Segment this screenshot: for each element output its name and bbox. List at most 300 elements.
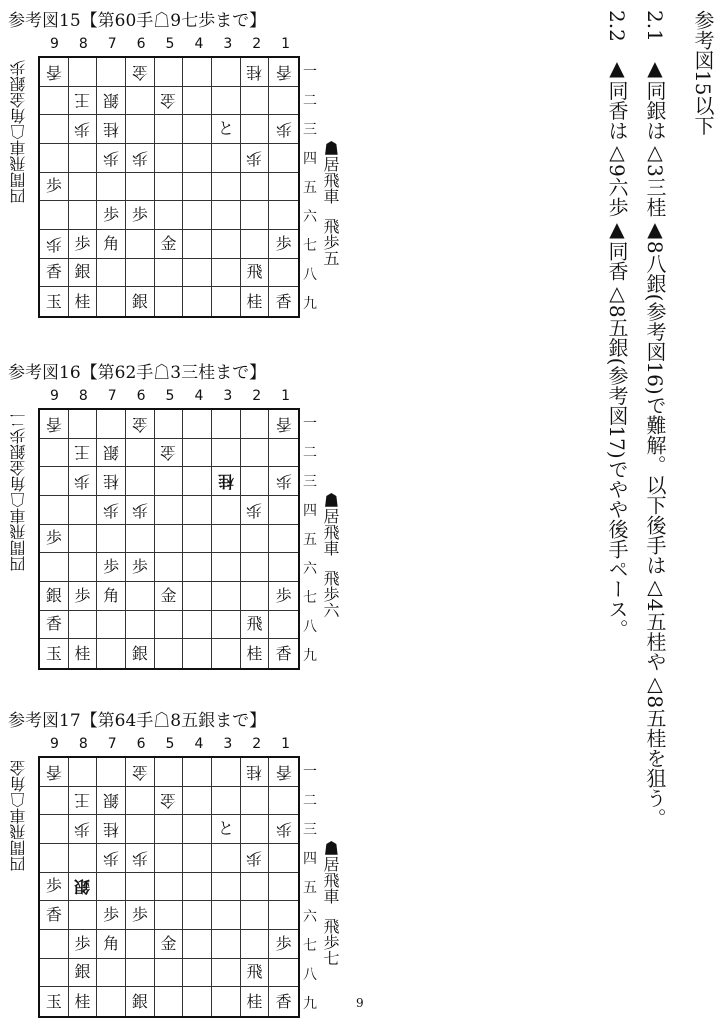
board-square: [155, 287, 184, 316]
board-square: [212, 115, 241, 144]
board-square: [40, 930, 69, 959]
gote-piece: 銀: [74, 877, 91, 897]
board-square: [126, 582, 155, 611]
board-square: [155, 87, 184, 116]
gote-piece: 歩: [74, 820, 91, 840]
board-square: [40, 553, 69, 582]
gote-piece: 歩: [246, 848, 263, 868]
board-square: [69, 439, 98, 468]
sente-piece: 玉: [45, 291, 62, 311]
board-square: [269, 815, 298, 844]
board-square: [97, 439, 126, 468]
sente-label: ☗居飛車: [321, 492, 340, 556]
board-square: [212, 287, 241, 316]
board-square: [212, 930, 241, 959]
board-square: [269, 144, 298, 173]
sente-piece: 香: [45, 262, 62, 282]
gote-piece: 桂: [103, 820, 120, 840]
board-square: [269, 582, 298, 611]
board-square: [97, 758, 126, 787]
board-square: [183, 758, 212, 787]
board-square: [126, 201, 155, 230]
sente-piece: 歩: [131, 905, 148, 925]
board-square: [241, 582, 270, 611]
board-square: [69, 410, 98, 439]
rank-number: 一: [303, 763, 317, 780]
board-square: [241, 930, 270, 959]
board-square: [97, 787, 126, 816]
commentary-heading: 参考図15以下: [691, 10, 715, 136]
sente-piece: 飛: [246, 262, 263, 282]
gote-piece: 桂: [246, 62, 263, 82]
rank-number: 五: [303, 179, 317, 196]
gote-piece: 歩: [246, 148, 263, 168]
board-square: [97, 844, 126, 873]
gote-piece: 歩: [103, 848, 120, 868]
board-square: [97, 467, 126, 496]
file-number: 7: [107, 736, 117, 752]
gote-piece: 歩: [275, 472, 292, 492]
board-square: [40, 230, 69, 259]
board-square: [183, 611, 212, 640]
section-text: ▲同香は△9六歩▲同香△8五銀(参考図17)でやや後手ペース。: [605, 56, 629, 639]
board-square: [155, 115, 184, 144]
board-square: [69, 58, 98, 87]
board-square: [40, 611, 69, 640]
rank-numbers: [302, 756, 318, 1018]
diagram-title: 参考図15【第60手☖9七歩まで】: [8, 11, 267, 31]
board-square: [155, 611, 184, 640]
file-numbers: [40, 36, 300, 54]
file-number: 4: [194, 388, 204, 404]
board-square: [40, 144, 69, 173]
board-square: [241, 58, 270, 87]
board-square: [69, 844, 98, 873]
board-square: [269, 987, 298, 1016]
board-square: [40, 439, 69, 468]
rank-number: 九: [303, 996, 317, 1013]
board-square: [212, 259, 241, 288]
sente-hand: [318, 140, 342, 325]
gote-piece: 桂: [217, 472, 234, 492]
board-square: [212, 758, 241, 787]
rank-number: 七: [303, 938, 317, 955]
file-number: 8: [78, 388, 88, 404]
board-square: [40, 173, 69, 202]
gote-piece: 香: [45, 62, 62, 82]
board-square: [40, 787, 69, 816]
sente-pieces: 飛歩五: [321, 218, 340, 266]
board-square: [69, 230, 98, 259]
board-square: [241, 115, 270, 144]
file-number: 7: [107, 36, 117, 52]
rank-number: 二: [303, 444, 317, 461]
sente-piece: 銀: [74, 262, 91, 282]
board-square: [69, 930, 98, 959]
file-number: 7: [107, 388, 117, 404]
sente-piece: 歩: [45, 176, 62, 196]
rank-number: 五: [303, 879, 317, 896]
board-square: [69, 287, 98, 316]
gote-piece: 金: [160, 91, 177, 111]
board-square: [212, 873, 241, 902]
board-square: [69, 787, 98, 816]
board-square: [126, 525, 155, 554]
gote-piece: 歩: [131, 500, 148, 520]
board-square: [269, 930, 298, 959]
gote-piece: 香: [45, 414, 62, 434]
gote-piece: 金: [160, 443, 177, 463]
board-square: [40, 582, 69, 611]
board-square: [241, 144, 270, 173]
board-square: [183, 987, 212, 1016]
sente-piece: 歩: [275, 233, 292, 253]
sente-piece: 金: [160, 933, 177, 953]
sente-piece: 歩: [45, 528, 62, 548]
board-square: [241, 611, 270, 640]
diagram-17: [0, 700, 345, 1030]
gote-hand: 四間飛車☖角金銀歩: [9, 60, 28, 204]
board-square: [183, 259, 212, 288]
board-square: [97, 259, 126, 288]
sente-piece: と: [217, 819, 234, 839]
board-square: [183, 115, 212, 144]
board-square: [126, 87, 155, 116]
sente-piece: 玉: [45, 643, 62, 663]
file-numbers: [40, 736, 300, 754]
board-square: [126, 259, 155, 288]
gote-piece: 金: [131, 414, 148, 434]
section-number: 2.1: [643, 10, 667, 42]
board-square: [97, 582, 126, 611]
sente-piece: 飛: [246, 962, 263, 982]
board-square: [183, 230, 212, 259]
board-square: [155, 201, 184, 230]
board-square: [155, 496, 184, 525]
file-number: 3: [223, 388, 233, 404]
board-square: [40, 987, 69, 1016]
board-square: [241, 758, 270, 787]
file-number: 3: [223, 736, 233, 752]
page-number: 9: [356, 996, 364, 1010]
board-square: [155, 582, 184, 611]
board-square: [40, 259, 69, 288]
file-number: 9: [49, 736, 59, 752]
board-square: [126, 115, 155, 144]
board-square: [126, 287, 155, 316]
board-square: [126, 144, 155, 173]
file-number: 9: [49, 388, 59, 404]
sente-piece: 歩: [74, 585, 91, 605]
board-square: [183, 173, 212, 202]
rank-number: 一: [303, 415, 317, 432]
board-square: [269, 525, 298, 554]
board-square: [269, 259, 298, 288]
board-square: [241, 815, 270, 844]
board-square: [40, 758, 69, 787]
board-square: [241, 287, 270, 316]
board-square: [212, 553, 241, 582]
board-square: [212, 496, 241, 525]
sente-piece: 歩: [275, 585, 292, 605]
board-square: [212, 144, 241, 173]
gote-piece: 歩: [74, 120, 91, 140]
sente-piece: 角: [103, 933, 120, 953]
board-square: [69, 815, 98, 844]
gote-piece: 歩: [275, 120, 292, 140]
board-square: [183, 410, 212, 439]
sente-piece: 銀: [131, 291, 148, 311]
board-square: [155, 639, 184, 668]
rank-number: 六: [303, 561, 317, 578]
board-square: [269, 496, 298, 525]
board-square: [269, 287, 298, 316]
file-number: 4: [194, 36, 204, 52]
gote-piece: 金: [160, 791, 177, 811]
board-square: [126, 787, 155, 816]
board-square: [155, 259, 184, 288]
sente-hand: [318, 840, 342, 1025]
board-square: [155, 144, 184, 173]
board-square: [212, 201, 241, 230]
shogi-board: [38, 56, 300, 318]
board-square: [269, 873, 298, 902]
sente-label: ☗居飛車: [321, 840, 340, 904]
file-number: 8: [78, 36, 88, 52]
rank-numbers: [302, 408, 318, 670]
gote-piece: 銀: [103, 91, 120, 111]
board-square: [69, 901, 98, 930]
board-square: [69, 173, 98, 202]
board-square: [97, 639, 126, 668]
board-square: [155, 467, 184, 496]
board-square: [69, 496, 98, 525]
section-text: ▲同銀は△3三桂▲8八銀(参考図16)で難解。以下後手は△4五桂や△8五桂を狙う。: [643, 56, 667, 829]
board-square: [126, 58, 155, 87]
board-square: [269, 173, 298, 202]
board-square: [212, 410, 241, 439]
board-square: [40, 201, 69, 230]
board-square: [183, 787, 212, 816]
board-square: [183, 144, 212, 173]
board-square: [269, 553, 298, 582]
board-square: [212, 173, 241, 202]
board-square: [155, 525, 184, 554]
commentary-section: [604, 10, 630, 1010]
sente-piece: 銀: [74, 962, 91, 982]
board-square: [241, 987, 270, 1016]
board-square: [69, 259, 98, 288]
board-square: [183, 844, 212, 873]
board-square: [126, 758, 155, 787]
board-square: [155, 987, 184, 1016]
sente-piece: 桂: [74, 643, 91, 663]
board-square: [97, 959, 126, 988]
board-square: [69, 582, 98, 611]
diagram-title: 参考図17【第64手☖8五銀まで】: [8, 711, 267, 731]
board-square: [97, 287, 126, 316]
board-square: [212, 525, 241, 554]
file-number: 2: [252, 36, 262, 52]
rank-number: 九: [303, 648, 317, 665]
board-square: [97, 58, 126, 87]
board-square: [269, 611, 298, 640]
sente-piece: 歩: [103, 905, 120, 925]
gote-piece: 桂: [103, 472, 120, 492]
sente-pieces: 飛歩六: [321, 570, 340, 618]
gote-hand: 四間飛車☖角金銀歩二: [9, 412, 28, 572]
board-square: [155, 58, 184, 87]
board-square: [241, 844, 270, 873]
file-number: 1: [281, 36, 291, 52]
sente-piece: 歩: [103, 557, 120, 577]
board-square: [69, 87, 98, 116]
board-square: [126, 410, 155, 439]
board-square: [97, 87, 126, 116]
board-square: [183, 439, 212, 468]
board-square: [241, 410, 270, 439]
diagram-16: [0, 352, 345, 682]
board-square: [212, 844, 241, 873]
board-square: [241, 553, 270, 582]
board-square: [126, 901, 155, 930]
board-square: [126, 930, 155, 959]
board-square: [126, 553, 155, 582]
sente-piece: 玉: [45, 991, 62, 1011]
board-square: [183, 525, 212, 554]
board-square: [155, 815, 184, 844]
board-square: [97, 496, 126, 525]
board-square: [126, 844, 155, 873]
gote-piece: 歩: [131, 148, 148, 168]
sente-piece: 香: [275, 291, 292, 311]
board-square: [155, 230, 184, 259]
file-number: 8: [78, 736, 88, 752]
board-square: [212, 58, 241, 87]
board-square: [269, 787, 298, 816]
board-square: [269, 115, 298, 144]
board-square: [69, 873, 98, 902]
sente-piece: 金: [160, 585, 177, 605]
file-number: 2: [252, 736, 262, 752]
rank-number: 七: [303, 238, 317, 255]
board-square: [97, 115, 126, 144]
board-square: [126, 230, 155, 259]
gote-piece: 王: [74, 91, 91, 111]
file-number: 1: [281, 388, 291, 404]
board-square: [155, 758, 184, 787]
sente-piece: 歩: [275, 933, 292, 953]
board-square: [212, 611, 241, 640]
board-square: [97, 173, 126, 202]
rank-number: 三: [303, 473, 317, 490]
rank-number: 五: [303, 531, 317, 548]
board-square: [69, 639, 98, 668]
board-square: [126, 959, 155, 988]
board-square: [269, 439, 298, 468]
board-square: [155, 844, 184, 873]
gote-piece: 金: [131, 762, 148, 782]
board-square: [40, 525, 69, 554]
gote-piece: 王: [74, 791, 91, 811]
board-square: [155, 959, 184, 988]
board-square: [155, 410, 184, 439]
board-square: [212, 987, 241, 1016]
board-square: [126, 815, 155, 844]
sente-piece: 角: [103, 585, 120, 605]
shogi-board: [38, 756, 300, 1018]
sente-piece: 歩: [45, 876, 62, 896]
board-square: [183, 87, 212, 116]
file-number: 1: [281, 736, 291, 752]
board-square: [212, 230, 241, 259]
board-square: [97, 930, 126, 959]
sente-piece: 銀: [45, 585, 62, 605]
file-number: 2: [252, 388, 262, 404]
sente-piece: 香: [275, 643, 292, 663]
sente-piece: 銀: [131, 643, 148, 663]
board-square: [69, 987, 98, 1016]
gote-piece: 桂: [103, 120, 120, 140]
diagram-15: [0, 0, 345, 330]
sente-piece: 桂: [246, 643, 263, 663]
board-square: [183, 959, 212, 988]
gote-piece: 香: [45, 762, 62, 782]
board-square: [269, 844, 298, 873]
board-square: [97, 987, 126, 1016]
board-square: [241, 959, 270, 988]
board-square: [269, 201, 298, 230]
rank-number: 八: [303, 967, 317, 984]
board-square: [183, 467, 212, 496]
board-square: [69, 553, 98, 582]
gote-piece: 歩: [74, 472, 91, 492]
board-square: [241, 467, 270, 496]
board-square: [241, 496, 270, 525]
board-square: [126, 496, 155, 525]
board-square: [269, 467, 298, 496]
sente-piece: 歩: [74, 933, 91, 953]
board-square: [97, 815, 126, 844]
board-square: [212, 787, 241, 816]
sente-piece: 香: [45, 905, 62, 925]
board-square: [155, 787, 184, 816]
rank-number: 四: [303, 502, 317, 519]
rank-number: 九: [303, 296, 317, 313]
sente-piece: 金: [160, 233, 177, 253]
sente-piece: 歩: [131, 205, 148, 225]
gote-piece: 桂: [246, 762, 263, 782]
board-square: [155, 873, 184, 902]
board-square: [183, 496, 212, 525]
board-square: [97, 144, 126, 173]
board-square: [69, 758, 98, 787]
board-square: [183, 553, 212, 582]
file-number: 4: [194, 736, 204, 752]
file-number: 3: [223, 36, 233, 52]
board-square: [241, 201, 270, 230]
board-square: [212, 87, 241, 116]
sente-piece: 桂: [74, 991, 91, 1011]
board-square: [40, 873, 69, 902]
gote-piece: 王: [74, 443, 91, 463]
board-square: [40, 844, 69, 873]
file-number: 5: [165, 388, 175, 404]
board-square: [126, 439, 155, 468]
sente-piece: 桂: [246, 291, 263, 311]
board-square: [40, 410, 69, 439]
board-square: [40, 467, 69, 496]
